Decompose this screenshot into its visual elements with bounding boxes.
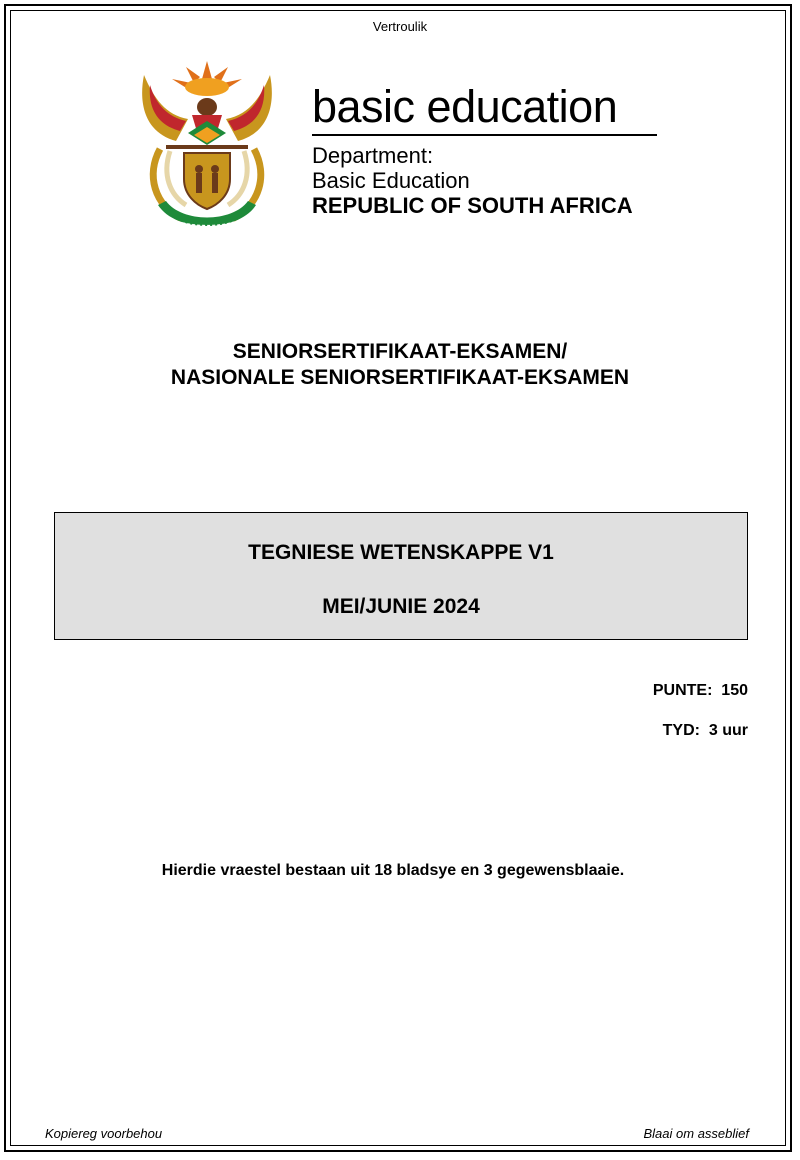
time-label: TYD: 3 uur — [662, 722, 748, 739]
department-name: Basic Education — [312, 168, 470, 193]
country-name: REPUBLIC OF SOUTH AFRICA — [312, 193, 633, 218]
brand-title: basic education — [312, 81, 618, 132]
paper-info: Hierdie vraestel bestaan uit 18 bladsye en 3 gegewensblaaie. — [161, 862, 625, 879]
footer-copyright: Kopiereg voorbehou — [45, 1126, 163, 1141]
subject-box — [54, 512, 748, 640]
exam-title-line2: NASIONALE SENIORSERTIFIKAAT-EKSAMEN — [170, 366, 630, 389]
confidential-label: Vertroulik — [372, 19, 428, 34]
marks-label: PUNTE: 150 — [652, 682, 748, 699]
brand-divider — [312, 134, 657, 136]
exam-date: MEI/JUNIE 2024 — [322, 595, 480, 618]
coat-of-arms-icon — [136, 55, 278, 233]
subject-title: TEGNIESE WETENSKAPPE V1 — [248, 541, 554, 564]
department-label: Department: — [312, 143, 434, 168]
exam-title-line1: SENIORSERTIFIKAAT-EKSAMEN/ — [232, 340, 568, 363]
footer-turn-page: Blaai om asseblief — [643, 1126, 749, 1141]
